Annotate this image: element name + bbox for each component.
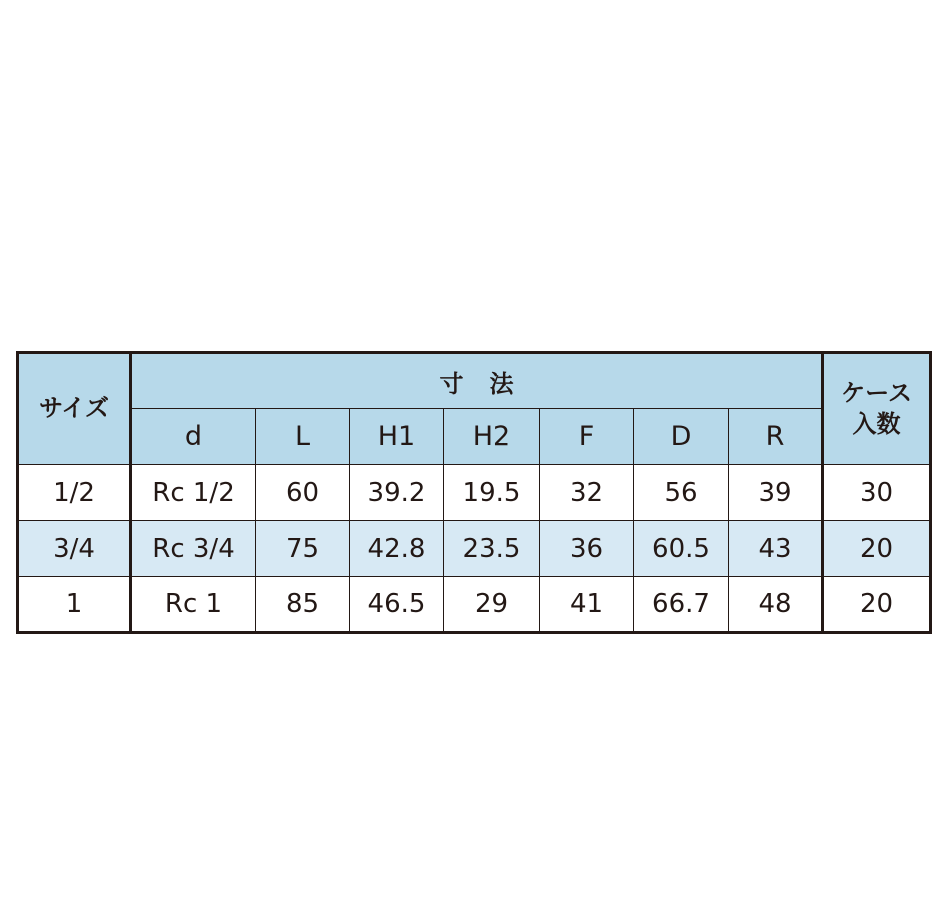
- cell-dd: 56: [634, 465, 729, 521]
- column-header-l: L: [256, 409, 350, 465]
- cell-r: 48: [729, 577, 823, 633]
- cell-dd: 60.5: [634, 521, 729, 577]
- cell-d: Rc 1/2: [131, 465, 256, 521]
- cell-r: 39: [729, 465, 823, 521]
- table-row: [18, 521, 931, 577]
- cell-h1: 42.8: [350, 521, 444, 577]
- cell-l: 85: [256, 577, 350, 633]
- column-header-h1: H1: [350, 409, 444, 465]
- dimension-table: [16, 351, 932, 634]
- table-row: [18, 465, 931, 521]
- cell-r: 43: [729, 521, 823, 577]
- cell-f: 32: [540, 465, 634, 521]
- cell-h1: 46.5: [350, 577, 444, 633]
- cell-size: 3/4: [18, 521, 131, 577]
- cell-d: Rc 3/4: [131, 521, 256, 577]
- header-row-1: [18, 353, 931, 409]
- cell-dd: 66.7: [634, 577, 729, 633]
- cell-case: 30: [823, 465, 931, 521]
- cell-h2: 29: [444, 577, 540, 633]
- table-row: [18, 577, 931, 633]
- cell-f: 36: [540, 521, 634, 577]
- cell-l: 60: [256, 465, 350, 521]
- column-header-f: F: [540, 409, 634, 465]
- cell-size: 1/2: [18, 465, 131, 521]
- cell-f: 41: [540, 577, 634, 633]
- cell-h2: 19.5: [444, 465, 540, 521]
- cell-l: 75: [256, 521, 350, 577]
- size-header: サイズ: [18, 353, 131, 465]
- column-header-d: d: [131, 409, 256, 465]
- case-quantity-header: [823, 353, 931, 465]
- case-quantity-header-line2: 入数: [852, 410, 901, 438]
- header-row-2: [18, 409, 931, 465]
- cell-h1: 39.2: [350, 465, 444, 521]
- column-header-h2: H2: [444, 409, 540, 465]
- cell-h2: 23.5: [444, 521, 540, 577]
- cell-case: 20: [823, 577, 931, 633]
- cell-size: 1: [18, 577, 131, 633]
- column-header-r: R: [729, 409, 823, 465]
- case-quantity-header-line1: ケース: [841, 378, 912, 407]
- cell-d: Rc 1: [131, 577, 256, 633]
- column-header-dd: D: [634, 409, 729, 465]
- cell-case: 20: [823, 521, 931, 577]
- dimensions-header: 寸法: [131, 353, 823, 409]
